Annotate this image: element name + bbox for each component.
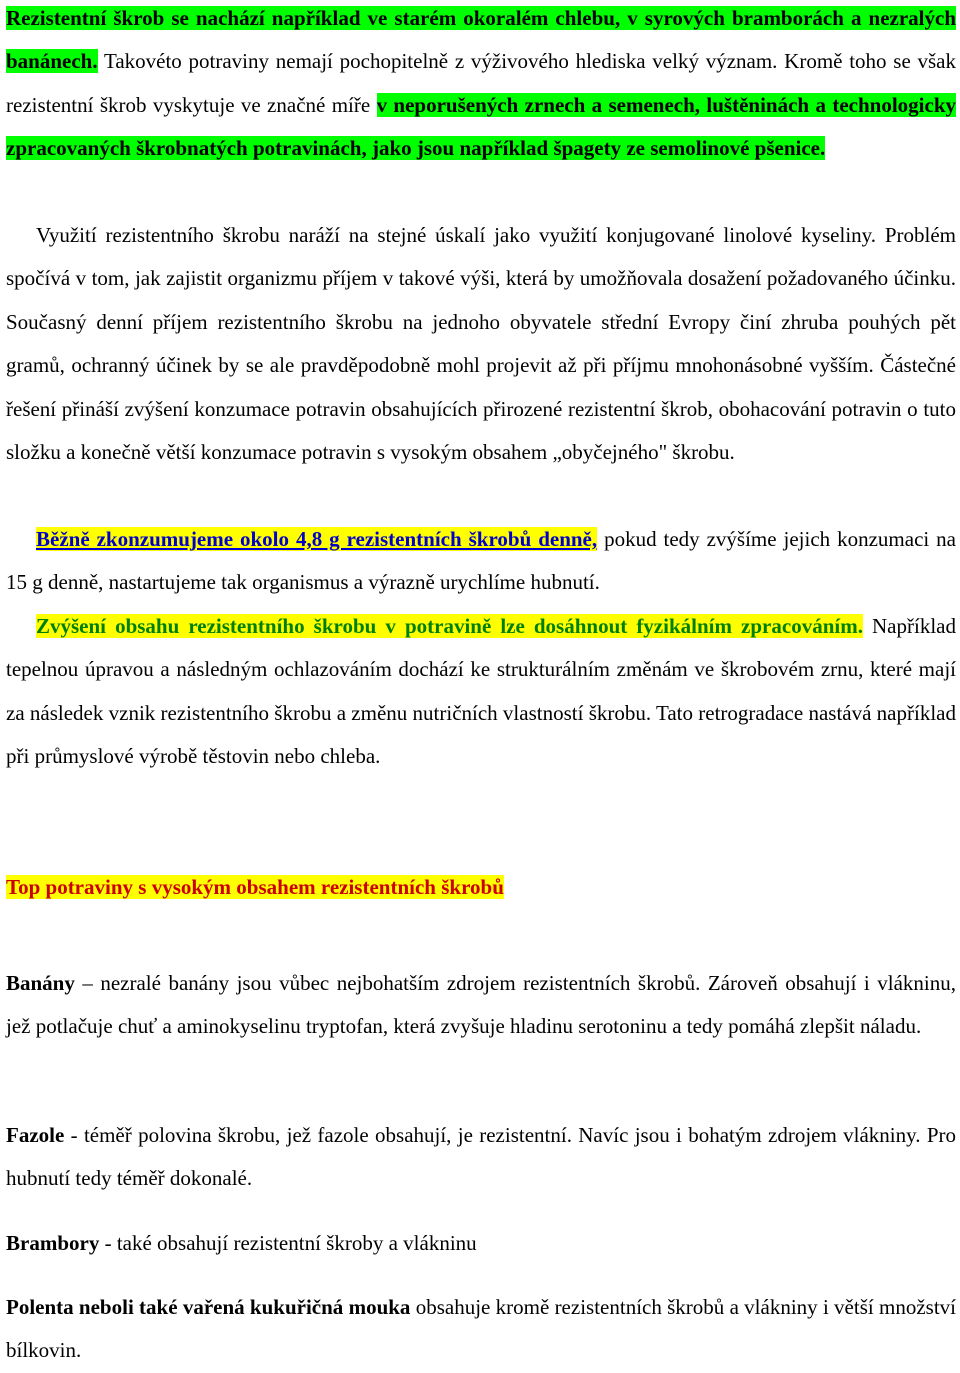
intro-highlight-2: v neporušených zrnech a semenech, luštěninách a technologicky zpracovaných škrobnatých potravinách, jako jsou například špagety ze semolinové pšenice. [6, 92, 957, 161]
processing-paragraph [6, 605, 956, 779]
food-description: - také obsahují rezistentní škroby a vlákninu [99, 1231, 477, 1255]
food-item-polenta [6, 1286, 956, 1373]
food-description: obsahuje kromě rezistentních škrobů a vlákniny i větší množství bílkovin. [6, 1295, 956, 1363]
food-name: Brambory [6, 1231, 100, 1255]
food-name: Banány [6, 971, 75, 995]
usage-paragraph: Využití rezistentního škrobu naráží na stejné úskalí jako využití konjugované linolové kyseliny. Problém spočívá v tom, jak zajistit organizmu příjem v takové výši, která by umožňovala dosažení požadovaného účinku. Současný denní příjem rezistentního škrobu na jednoho obyvatele střední Evropy činí zhruba pouhých pět gramů, ochranný účinek by se ale pravděpodobně mohl projevit až při příjmu mnohonásobné vyšším. Částečné řešení přináší zvýšení konzumace potravin obsahujících přirozené rezistentní škrob, obohacování potravin o tuto složku a konečně větší konzumace potravin s vysokým obsahem „obyčejného" škrobu. [6, 223, 956, 465]
intake-text: pokud tedy zvýšíme jejich konzumaci na 15 g denně, nastartujeme tak organismus a výrazně urychlíme hubnutí. [6, 527, 956, 595]
food-name: Polenta neboli také vařená kukuřičná mouka [6, 1295, 411, 1319]
processing-highlight: Zvýšení obsahu rezistentního škrobu v potravině lze dosáhnout fyzikálním zpracováním. [36, 614, 863, 638]
section-heading-text: Top potraviny s vysokým obsahem rezistentních škrobů [6, 875, 504, 899]
food-description: - téměř polovina škrobu, jež fazole obsahují, je rezistentní. Navíc jsou i bohatým zdrojem vlákniny. Pro hubnutí tedy téměř dokonalé. [6, 1123, 956, 1191]
intake-highlight: Běžně zkonzumujeme okolo 4,8 g rezistentních škrobů denně, [36, 527, 598, 551]
section-heading [6, 866, 504, 909]
food-name: Fazole [6, 1123, 65, 1147]
intro-paragraph [6, 0, 956, 171]
food-description: – nezralé banány jsou vůbec nejbohatším zdrojem rezistentních škrobů. Zároveň obsahují i vlákninu, jež potlačuje chuť a aminokyselinu tryptofan, která zvyšuje hladinu serotoninu a tedy pomáhá zlepšit náladu. [6, 971, 956, 1039]
intake-paragraph [6, 518, 956, 605]
food-item-beans [6, 1114, 956, 1201]
food-item-bananas [6, 962, 956, 1049]
processing-text: Například tepelnou úpravou a následným ochlazováním dochází ke strukturálním změnám ve škrobovém zrnu, které mají za následek vznik rezistentního škrobu a změnu nutričních vlastností škrobu. Tato retrogradace nastává například při průmyslové výrobě těstovin nebo chleba. [6, 614, 956, 769]
food-item-potatoes [6, 1222, 956, 1265]
intro-highlight-1: Rezistentní škrob se nachází například ve starém okoralém chlebu, v syrových bramborách a nezralých banánech. [6, 6, 956, 74]
intro-text: Takovéto potraviny nemají pochopitelně z výživového hlediska velký význam. Kromě toho se však rezistentní škrob vyskytuje ve značné míře [6, 49, 956, 117]
